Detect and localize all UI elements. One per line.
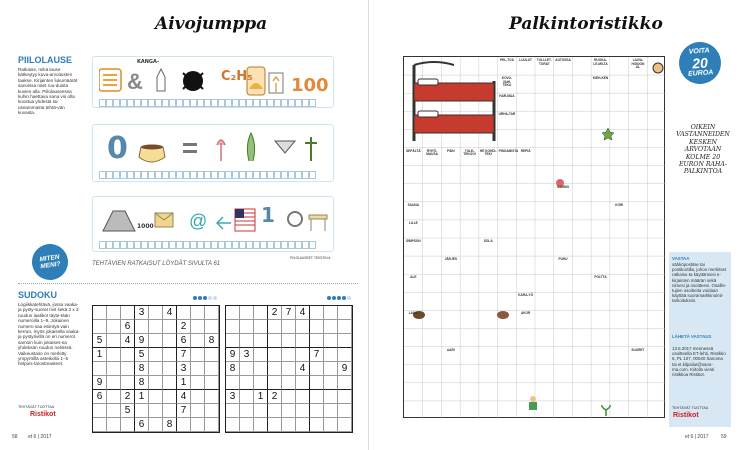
sudoku-cell[interactable] (107, 404, 121, 418)
sudoku-cell[interactable] (121, 418, 135, 432)
sudoku-cell[interactable] (107, 306, 121, 320)
sudoku-cell[interactable] (149, 334, 163, 348)
sudoku-cell[interactable] (296, 390, 310, 404)
sudoku-cell[interactable] (338, 334, 352, 348)
sudoku-cell[interactable] (324, 362, 338, 376)
rebus-3-weight: 1000 (137, 223, 154, 230)
sudoku-cell[interactable] (163, 390, 177, 404)
sudoku-cell[interactable] (191, 334, 205, 348)
sudoku-cell[interactable] (107, 376, 121, 390)
sidebar-heading: VASTAA (672, 256, 690, 261)
sudoku-cell[interactable] (254, 362, 268, 376)
crossword-clue: TULI-LET-TORAT (536, 58, 552, 66)
sudoku-cell[interactable]: 1 (177, 376, 191, 390)
rebus-3-answer-boxes[interactable] (99, 241, 316, 249)
sudoku-cell[interactable] (282, 334, 296, 348)
sudoku-cell[interactable]: 1 (254, 390, 268, 404)
sudoku-cell[interactable] (310, 362, 324, 376)
sudoku-cell[interactable] (254, 376, 268, 390)
svg-text:@: @ (189, 211, 208, 231)
sudoku-cell[interactable] (163, 404, 177, 418)
ristikot-logo-right: Ristikot (673, 412, 699, 419)
crossword-clue: PINOAMISTA (498, 148, 519, 153)
sudoku-cell[interactable] (268, 334, 282, 348)
sudoku-cell[interactable] (254, 404, 268, 418)
rebus-1-answer-boxes[interactable] (99, 99, 316, 107)
sudoku-cell[interactable] (338, 320, 352, 334)
crossword-clue: KIEH-KEN (592, 76, 609, 81)
crossword-clue: LUULUT (519, 58, 532, 62)
sudoku-cell[interactable] (205, 390, 219, 404)
sudoku-cell[interactable] (205, 306, 219, 320)
sidebar-text: sähköpostitse tai postikortilla, johon merkitset ratkaisu-ta käyttämiesi e-kirjainten määrän sekä nimesi ja osoitteesi. Osallis-tujien osoitteita voidaan käyttää suoramarkkinointi-tarkoituksiin. (672, 262, 727, 304)
hint-tag: MITEN MENI? (30, 242, 71, 283)
sudoku-cell[interactable] (324, 418, 338, 432)
sudoku-cell[interactable] (310, 418, 324, 432)
sudoku-cell[interactable] (205, 320, 219, 334)
sudoku-cell[interactable] (205, 348, 219, 362)
issue-left: et 6 | 2017 (28, 434, 52, 440)
sudoku-cell[interactable]: 4 (163, 306, 177, 320)
sudoku-cell[interactable] (338, 306, 352, 320)
sudoku-cell[interactable]: 9 (93, 376, 107, 390)
sudoku-cell[interactable] (135, 320, 149, 334)
sudoku-cell[interactable] (282, 348, 296, 362)
sudoku-cell[interactable]: 3 (240, 348, 254, 362)
sudoku-cell[interactable]: 9 (338, 362, 352, 376)
sudoku-cell[interactable] (149, 348, 163, 362)
sudoku-cell[interactable] (310, 376, 324, 390)
crossword-clue: AKOR (520, 311, 531, 316)
sudoku-cell[interactable] (268, 404, 282, 418)
crossword-clue: SOLA (483, 239, 493, 243)
sudoku-cell[interactable] (296, 348, 310, 362)
plant-icon (600, 405, 612, 417)
crossword-clue: TULE-TEKIJÖI (463, 148, 476, 157)
sudoku-cell[interactable] (191, 376, 205, 390)
sudoku-cell[interactable] (191, 348, 205, 362)
send-text: 13.6.2017 mennessä osoitteella ET-lehti, Ristikko 6, PL 107, 00040 Sanoma tai et.kilpailut@sano-ma.com. Kiitolla viesti ristikkoa Ristikot. (672, 346, 726, 378)
rebus-3 (92, 196, 334, 252)
sudoku-cell[interactable] (149, 320, 163, 334)
sudoku-cell[interactable]: 6 (135, 418, 149, 432)
sudoku-cell[interactable] (310, 306, 324, 320)
sudoku-cell[interactable]: 7 (282, 306, 296, 320)
sudoku-cell[interactable] (177, 306, 191, 320)
issue-right: et 6 | 2017 (685, 434, 709, 440)
crossword-clue: JÄRJES (444, 257, 457, 262)
send-heading: LÄHETÄ VASTAUS (672, 334, 712, 339)
rebus-1 (92, 56, 334, 108)
sudoku-cell[interactable] (191, 390, 205, 404)
crossword-clue: KOVU-VAIH-TEKA (501, 76, 513, 88)
prize-amount: 20 (691, 54, 709, 72)
sudoku-cell[interactable] (205, 404, 219, 418)
sudoku-cell[interactable] (121, 362, 135, 376)
award-icon (602, 127, 614, 141)
crossword-clue: SEPÄLTÄ (406, 148, 421, 153)
sudoku-cell[interactable] (107, 348, 121, 362)
sudoku-cell[interactable] (240, 390, 254, 404)
sudoku-cell[interactable] (93, 320, 107, 334)
crossword-clue: URHA-TAR (498, 112, 516, 117)
sudoku-cell[interactable] (240, 362, 254, 376)
sudoku-cell[interactable]: 9 (226, 348, 240, 362)
sudoku-cell[interactable] (240, 418, 254, 432)
sudoku-cell[interactable]: 4 (296, 306, 310, 320)
rebus-3-number: 1 (261, 203, 275, 227)
crossword-clue: SUURET (631, 347, 645, 352)
sudoku-cell[interactable] (205, 362, 219, 376)
rebus-2 (92, 124, 334, 182)
crossword-clue: LAIVA (408, 311, 419, 316)
sudoku-cell[interactable] (191, 362, 205, 376)
rebus-3-pictures (99, 203, 329, 237)
sudoku-cell[interactable] (296, 376, 310, 390)
rebus-1-fragment: KANGA- (137, 59, 159, 65)
sudoku-cell[interactable]: 9 (135, 334, 149, 348)
sudoku-cell[interactable]: 6 (93, 390, 107, 404)
sudoku-cell[interactable] (121, 348, 135, 362)
sudoku-cell[interactable]: 2 (177, 320, 191, 334)
sudoku-cell[interactable] (254, 334, 268, 348)
sudoku-cell[interactable] (324, 376, 338, 390)
sudoku-cell[interactable] (107, 390, 121, 404)
sudoku-cell[interactable] (226, 418, 240, 432)
crossword-clue: POLTTA (594, 275, 607, 280)
sudoku-cell[interactable] (226, 376, 240, 390)
sudoku-cell[interactable]: 3 (226, 390, 240, 404)
sudoku-cell[interactable] (338, 390, 352, 404)
sudoku-cell[interactable] (149, 362, 163, 376)
crossword-clue: LILLE (408, 220, 418, 225)
crossword-clue: KORI (615, 202, 624, 207)
sudoku-cell[interactable] (282, 418, 296, 432)
sudoku-cell[interactable] (324, 404, 338, 418)
sudoku-cell[interactable] (240, 404, 254, 418)
sudoku-cell[interactable] (205, 376, 219, 390)
sudoku-cell[interactable]: 5 (135, 348, 149, 362)
sudoku-cell[interactable] (226, 334, 240, 348)
crossword-clue: AARI (446, 347, 455, 352)
sudoku-cell[interactable] (338, 418, 352, 432)
rebus-2-pictures (99, 131, 329, 167)
sudoku-cell[interactable] (107, 320, 121, 334)
sudoku-cell[interactable] (338, 376, 352, 390)
sudoku-cell[interactable] (226, 404, 240, 418)
sudoku-cell[interactable] (240, 320, 254, 334)
sudoku-cell[interactable] (149, 404, 163, 418)
crossword-clue: SAUNA (407, 202, 420, 207)
sudoku-cell[interactable] (240, 306, 254, 320)
prize-line-1: VOITA (688, 47, 710, 56)
sudoku-cell[interactable] (107, 334, 121, 348)
sudoku-cell[interactable] (226, 306, 240, 320)
sudoku-cell[interactable] (282, 390, 296, 404)
sudoku-cell[interactable] (324, 390, 338, 404)
sudoku-cell[interactable] (205, 418, 219, 432)
prize-description: OIKEIN VASTANNEIDEN KESKEN ARVOTAAN KOLME 20 EURON RAHA-PALKINTOA (676, 124, 730, 176)
sudoku-cell[interactable] (107, 362, 121, 376)
sudoku-cell[interactable] (268, 362, 282, 376)
bull-icon (496, 307, 510, 321)
sudoku-cell[interactable]: 3 (135, 306, 149, 320)
sudoku-cell[interactable] (338, 404, 352, 418)
sudoku-cell[interactable]: 2 (268, 306, 282, 320)
sudoku-cell[interactable] (268, 418, 282, 432)
sudoku-cell[interactable]: 5 (121, 404, 135, 418)
sudoku-cell[interactable] (107, 418, 121, 432)
sudoku-cell[interactable] (310, 334, 324, 348)
sudoku-cell[interactable] (310, 404, 324, 418)
sudoku-cell[interactable]: 2 (268, 390, 282, 404)
sudoku-cell[interactable] (324, 348, 338, 362)
sudoku-grid-2[interactable] (225, 305, 353, 433)
crossword-clue: REPIÄ (520, 148, 531, 153)
hint-text: TEHTÄVIEN RATKAISUT LÖYDÄT SIVULTA 61 (92, 261, 221, 267)
page-title-palkintoristikko: Palkintoristikko (509, 14, 663, 34)
sudoku-cell[interactable]: 4 (121, 334, 135, 348)
crossword-clue: RUOKA-LE-MILTA (593, 58, 608, 66)
sudoku-cell[interactable] (135, 404, 149, 418)
sudoku-cell[interactable] (163, 362, 177, 376)
crossword-clue: HAR-MAA (499, 94, 515, 99)
rebus-1-chem: C₂H₅ (221, 69, 253, 84)
sudoku-cell[interactable]: 7 (310, 348, 324, 362)
sudoku-cell[interactable] (93, 418, 107, 432)
piilolause-heading: PIILOLAUSE (18, 55, 73, 65)
sudoku-cell[interactable] (282, 376, 296, 390)
sudoku-cell[interactable] (254, 306, 268, 320)
crossword-clue: ALE (410, 275, 417, 280)
rebus-2-answer-boxes[interactable] (99, 171, 316, 179)
ristikot-logo-left: Ristikot (30, 411, 56, 418)
sudoku-cell[interactable] (324, 334, 338, 348)
page-title-aivojumppa: Aivojumppa (155, 14, 268, 34)
sudoku-cell[interactable] (149, 376, 163, 390)
crossword-clue: RYHTI-MAUSA (426, 148, 438, 157)
sudoku-cell[interactable] (338, 348, 352, 362)
sudoku-cell[interactable]: 8 (226, 362, 240, 376)
sudoku-cell[interactable] (296, 334, 310, 348)
sudoku-cell[interactable] (163, 348, 177, 362)
page-number-left: 58 (12, 434, 18, 440)
sudoku-cell[interactable]: 2 (121, 390, 135, 404)
sudoku-cell[interactable] (240, 334, 254, 348)
sudoku-cell[interactable] (254, 418, 268, 432)
right-credit: TEHTÄVÄT TUOTTAA (672, 406, 709, 410)
sudoku-cell[interactable] (324, 320, 338, 334)
sudoku-cell[interactable] (191, 418, 205, 432)
prize-line-3: EUROA (687, 69, 714, 78)
crossword-clue: PEL-TOA (499, 58, 514, 62)
sudoku-cell[interactable] (177, 418, 191, 432)
sudoku-cell[interactable] (268, 348, 282, 362)
sudoku-cell[interactable]: 8 (205, 334, 219, 348)
sudoku-heading: SUDOKU (18, 290, 58, 300)
sudoku-cell[interactable] (310, 320, 324, 334)
sudoku-cell[interactable]: 8 (135, 376, 149, 390)
sudoku-grid-1[interactable] (92, 305, 220, 433)
sudoku-cell[interactable] (93, 404, 107, 418)
sudoku-cell[interactable] (191, 320, 205, 334)
sudoku-cell[interactable]: 1 (93, 348, 107, 362)
sudoku-cell[interactable] (121, 376, 135, 390)
rebus-2-number: 0 (107, 131, 128, 166)
divider (18, 283, 358, 284)
sudoku-cell[interactable]: 6 (177, 334, 191, 348)
sudoku-cell[interactable] (93, 306, 107, 320)
crossword-grid[interactable] (403, 56, 665, 418)
piilolause-text: Ratkaise, mikä lause kätkeytyy kuva-arvoitusten taakse. Kirjainten lukumäärät sanoissa näet ruu-duista kuvien alla. Piilolauseessa kuhin haettava sana voi olla koostua yhdestä tai useammasta tehtä-vän kuvasta. (18, 67, 78, 116)
crossword-clue: KARA-YÖ (518, 293, 534, 298)
person-icon (526, 395, 540, 411)
difficulty-dots-1 (193, 296, 217, 300)
sudoku-cell[interactable]: 8 (163, 418, 177, 432)
sudoku-cell[interactable] (268, 320, 282, 334)
sudoku-credit: TEHTÄVÄT TUOTTAA (18, 405, 55, 409)
rebus-1-number: 100 (291, 75, 329, 96)
crossword-clue: SAMMO (556, 184, 570, 189)
sudoku-cell[interactable]: 3 (177, 362, 191, 376)
sudoku-cell[interactable] (254, 348, 268, 362)
sudoku-cell[interactable]: 8 (135, 362, 149, 376)
sudoku-cell[interactable] (254, 320, 268, 334)
sudoku-cell[interactable] (163, 376, 177, 390)
sudoku-cell[interactable] (296, 418, 310, 432)
sudoku-cell[interactable] (121, 306, 135, 320)
crossword-clue: SIMPSON (406, 239, 421, 243)
difficulty-dots-2 (327, 296, 351, 300)
sudoku-cell[interactable] (310, 390, 324, 404)
sudoku-cell[interactable] (282, 362, 296, 376)
sudoku-cell[interactable] (324, 306, 338, 320)
sudoku-cell[interactable] (163, 334, 177, 348)
sudoku-cell[interactable]: 7 (177, 348, 191, 362)
crossword-clue: PÄIN (446, 148, 455, 153)
sudoku-cell[interactable]: 5 (93, 334, 107, 348)
sudoku-cell[interactable]: 1 (135, 390, 149, 404)
page-number-right: 59 (721, 434, 727, 440)
piilolause-credit: PIILOLAUSEET: TEKSTIN A (290, 256, 331, 260)
sudoku-cell[interactable]: 7 (177, 404, 191, 418)
bunk-bed-picture (408, 61, 500, 145)
crossword-clue: HE KOHDI-TEKI (479, 148, 497, 157)
prize-badge (678, 41, 723, 86)
sudoku-cell[interactable]: 4 (177, 390, 191, 404)
sudoku-cell[interactable] (191, 404, 205, 418)
sudoku-cell[interactable]: 4 (296, 362, 310, 376)
sudoku-cell[interactable] (163, 320, 177, 334)
sudoku-cell[interactable] (149, 418, 163, 432)
sudoku-cell[interactable] (296, 404, 310, 418)
crossword-clue: AUTOSSA (555, 58, 571, 62)
right-page (369, 0, 738, 450)
svg-text:&: & (127, 69, 143, 94)
sudoku-cell[interactable] (296, 320, 310, 334)
sudoku-cell[interactable] (268, 376, 282, 390)
sudoku-cell[interactable] (240, 376, 254, 390)
sudoku-cell[interactable] (93, 362, 107, 376)
sudoku-cell[interactable] (191, 306, 205, 320)
sudoku-cell[interactable] (226, 320, 240, 334)
sudoku-cell[interactable] (149, 306, 163, 320)
sudoku-cell[interactable] (282, 404, 296, 418)
sudoku-cell[interactable] (149, 390, 163, 404)
sudoku-text: Logiikkatehtävä, jossa vaaka- ja pysty-suorat rivit sekä 3 x 3 ruudun laatikot täyte-tään numeroilla 1–9. Jokainen numero saa esiintyä vain kerran, myös jokaisella vaaka- ja pystyrivillä on eri numerot samoin kuin jokaises-sa yhdeksän ruudun neliössä. Vaikeustaso on merkitty ympyröillä asteikolla 1–5 helpois-ta/ostreasteet. (18, 302, 80, 367)
sudoku-cell[interactable] (282, 320, 296, 334)
crossword-clue: LAIVA-HOIDON AL (631, 58, 645, 70)
crossword-clue: PUHU (558, 257, 568, 262)
face-icon (652, 61, 664, 75)
sudoku-cell[interactable]: 6 (121, 320, 135, 334)
